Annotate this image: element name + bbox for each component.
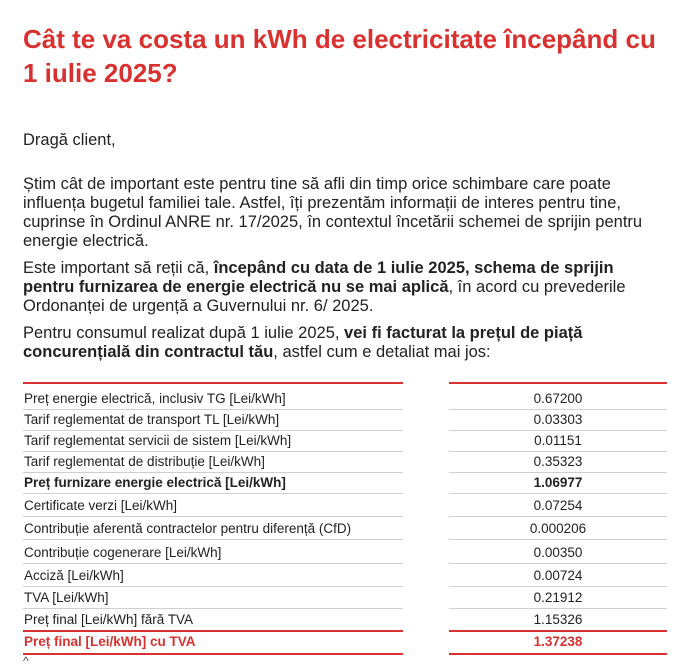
billing-text-1: Pentru consumul realizat după 1 iulie 2025, [23, 324, 345, 342]
table-row-line-left [23, 563, 403, 564]
table-row-line-right [449, 409, 667, 410]
table-row-label: Preț final [Lei/kWh] fără TVA [24, 612, 194, 627]
table-row-value: 0.07254 [533, 498, 583, 513]
table-divider-rule-right [449, 653, 667, 655]
billing-highlight: vei fi facturat la prețul de piață concurențială din contractul tău [23, 324, 583, 361]
table-row-value: 0.03303 [533, 412, 583, 427]
table-row-line-left [23, 472, 403, 473]
table-row-line-left [23, 516, 403, 517]
table-row-label: Acciză [Lei/kWh] [24, 568, 124, 583]
table-row-line-right [449, 563, 667, 564]
table-row-line-left [23, 608, 403, 609]
table-row-value: 0.000206 [529, 521, 587, 536]
scroll-caret-icon: ^ [23, 654, 29, 668]
table-top-rule-right [449, 382, 667, 384]
table-row-value: 0.67200 [533, 391, 583, 406]
table-row-value: 0.00350 [533, 545, 583, 560]
table-row-label: Tarif reglementat servicii de sistem [Lei/kWh] [24, 433, 292, 448]
support-scheme-text-2: , în acord cu prevederile Ordonanței de urgență a Guvernului nr. 6/ 2025. [23, 278, 626, 315]
table-row-line-right [449, 493, 667, 494]
table-row-line-right [449, 430, 667, 431]
table-divider-rule-left [23, 653, 403, 655]
table-row-line-left [23, 430, 403, 431]
table-row-label: Contribuție cogenerare [Lei/kWh] [24, 545, 222, 560]
support-scheme-paragraph [23, 259, 663, 316]
table-row-line-left [23, 586, 403, 587]
billing-paragraph [23, 324, 663, 362]
table-row-line-right [449, 608, 667, 609]
table-row-label: Certificate verzi [Lei/kWh] [24, 498, 178, 513]
table-row-label: Contribuție aferentă contractelor pentru diferență (CfD) [24, 521, 352, 536]
table-row-value: 1.37238 [533, 634, 583, 649]
page-title: Cât te va costa un kWh de electricitate începând cu 1 iulie 2025? [23, 24, 656, 88]
table-row-label: Preț furnizare energie electrică [Lei/kWh] [24, 475, 286, 490]
table-row-label: TVA [Lei/kWh] [24, 590, 109, 605]
support-scheme-highlight: începând cu data de 1 iulie 2025, schema de sprijin pentru furnizarea de energie electrică nu se mai aplică [23, 259, 614, 296]
table-row-line-right [449, 586, 667, 587]
intro-paragraph: Știm cât de important este pentru tine să afli din timp orice schimbare care poate influența bugetul familiei tale. Astfel, îți prezentăm informații de interes pentru tine, cuprinse în Ordinul ANRE nr. 17/2025, în contextul încetării schemei de sprijin pentru energie electrică. [23, 175, 643, 250]
table-row-line-right [449, 516, 667, 517]
table-row-line-left [23, 493, 403, 494]
table-row-value: 0.21912 [533, 590, 583, 605]
table-row-line-right [449, 451, 667, 452]
table-row-label: Tarif reglementat de transport TL [Lei/kWh] [24, 412, 280, 427]
table-row-label: Preț energie electrică, inclusiv TG [Lei/kWh] [24, 391, 286, 406]
table-row-value: 0.01151 [534, 433, 582, 448]
billing-text-2: , astfel cum e detaliat mai jos: [273, 343, 491, 361]
table-row-value: 0.00724 [533, 568, 583, 583]
table-divider-rule-right [449, 630, 667, 632]
support-scheme-text-1: Este important să reții că, [23, 259, 214, 277]
table-row-line-left [23, 409, 403, 410]
table-row-value: 0.35323 [533, 454, 583, 469]
table-row-line-right [449, 539, 667, 540]
table-row-value: 1.15326 [533, 612, 583, 627]
greeting: Dragă client, [23, 131, 116, 149]
table-row-line-left [23, 451, 403, 452]
table-row-line-right [449, 472, 667, 473]
table-row-label: Preț final [Lei/kWh] cu TVA [24, 634, 196, 649]
table-row-label: Tarif reglementat de distribuție [Lei/kWh] [24, 454, 265, 469]
table-row-value: 1.06977 [533, 475, 583, 490]
table-row-line-left [23, 539, 403, 540]
table-top-rule-left [23, 382, 403, 384]
table-divider-rule-left [23, 630, 403, 632]
